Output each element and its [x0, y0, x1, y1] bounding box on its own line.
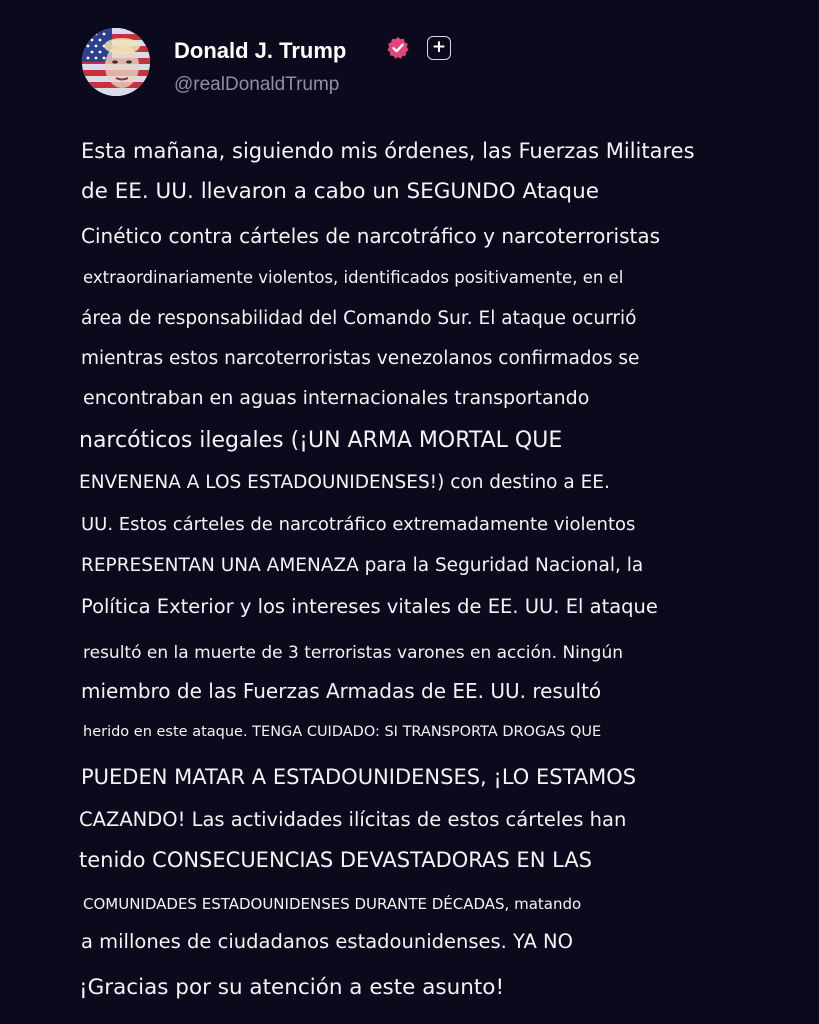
post-line: PUEDEN MATAR A ESTADOUNIDENSES, ¡LO ESTAMOS — [81, 765, 637, 789]
post-line: COMUNIDADES ESTADOUNIDENSES DURANTE DÉCADAS, matando — [83, 895, 582, 913]
author-handle[interactable]: @realDonaldTrump — [174, 74, 340, 95]
post-line: herido en este ataque. TENGA CUIDADO: SI TRANSPORTA DROGAS QUE — [83, 724, 602, 740]
post-line: UU. Estos cárteles de narcotráfico extremadamente violentos — [81, 514, 636, 535]
post-line: narcóticos ilegales (¡UN ARMA MORTAL QUE — [79, 428, 563, 453]
post-line: ENVENENA A LOS ESTADOUNIDENSES!) con destino a EE. — [79, 472, 610, 493]
post-line: miembro de las Fuerzas Armadas de EE. UU. resultó — [81, 679, 602, 703]
author-name[interactable]: Donald J. Trump — [174, 38, 347, 63]
post-line: área de responsabilidad del Comando Sur. El ataque ocurrió — [81, 308, 637, 329]
post-line: CAZANDO! Las actividades ilícitas de estos cárteles han — [79, 808, 627, 831]
plus-icon: + — [431, 37, 447, 57]
post-line: Política Exterior y los intereses vitales de EE. UU. El ataque — [81, 595, 658, 618]
post-line: a millones de ciudadanos estadounidenses. YA NO — [81, 930, 573, 953]
post-line: REPRESENTAN UNA AMENAZA para la Seguridad Nacional, la — [81, 555, 644, 576]
post-line: Cinético contra cárteles de narcotráfico y narcoterroristas — [81, 224, 661, 248]
post-line: extraordinariamente violentos, identificados positivamente, en el — [83, 268, 624, 287]
post-line: resultó en la muerte de 3 terroristas varones en acción. Ningún — [83, 643, 624, 663]
post-line: de EE. UU. llevaron a cabo un SEGUNDO Ataque — [81, 179, 599, 204]
post-line: ¡Gracias por su atención a este asunto! — [79, 975, 505, 1000]
post-line: encontraban en aguas internacionales transportando — [83, 387, 590, 409]
post-line: mientras estos narcoterroristas venezolanos confirmados se — [81, 348, 640, 369]
post-line: Esta mañana, siguiendo mis órdenes, las Fuerzas Militares — [81, 139, 695, 163]
post-line: tenido CONSECUENCIAS DEVASTADORAS EN LAS — [79, 848, 592, 872]
